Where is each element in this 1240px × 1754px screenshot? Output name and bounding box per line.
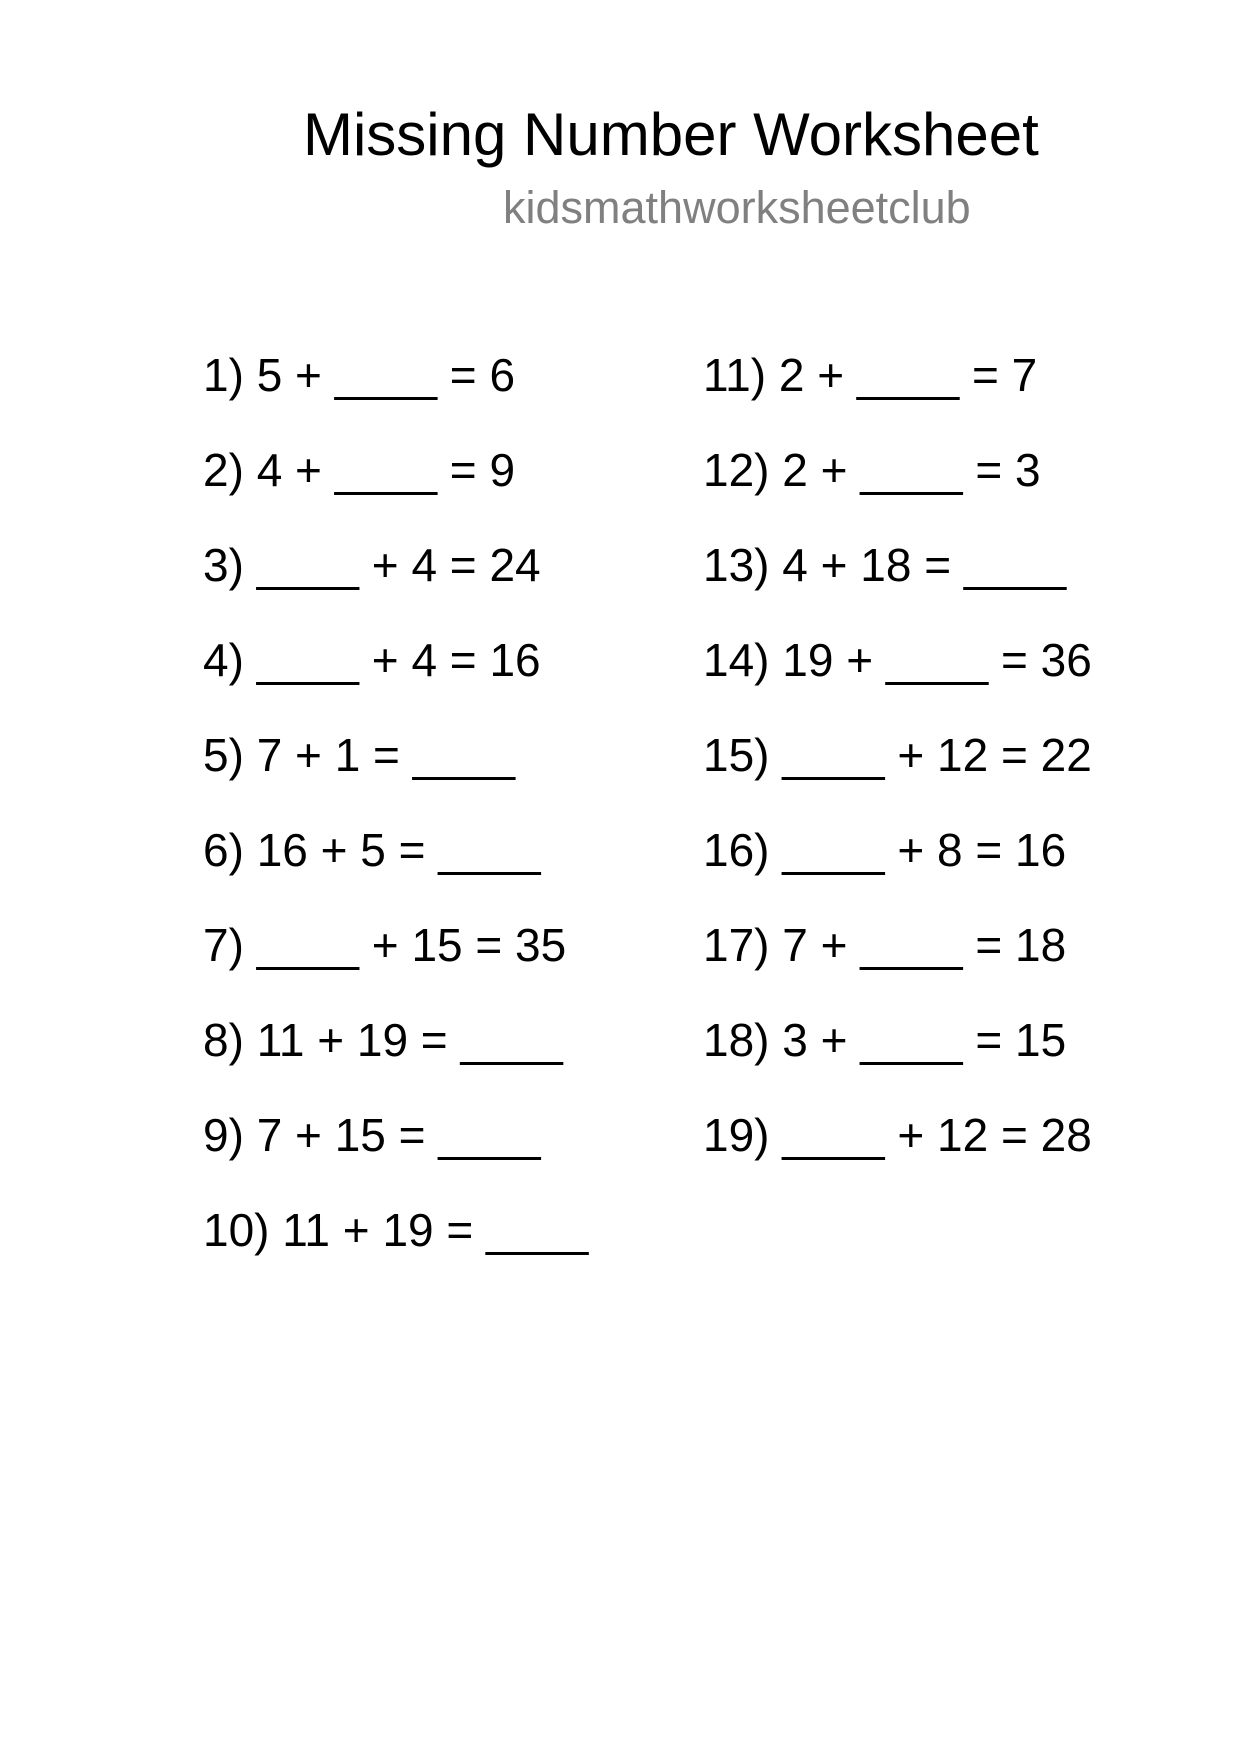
problem-expression: 4 + 18 = ____: [782, 539, 1067, 591]
problem-expression: 11 + 19 = ____: [282, 1204, 589, 1256]
problem-number: 15): [703, 729, 783, 781]
problem-expression: 7 + ____ = 18: [782, 919, 1067, 971]
problem-expression: 2 + ____ = 3: [782, 444, 1041, 496]
problem-item: [703, 708, 1092, 803]
problem-expression: ____ + 12 = 28: [782, 1109, 1092, 1161]
problem-expression: ____ + 12 = 22: [782, 729, 1092, 781]
problem-expression: 16 + 5 = ____: [256, 824, 541, 876]
problem-expression: ____ + 4 = 16: [256, 634, 541, 686]
problem-number: 5): [203, 729, 257, 781]
problem-item: [703, 423, 1092, 518]
problem-number: 10): [203, 1204, 283, 1256]
problem-item: [203, 708, 588, 803]
problem-number: 3): [203, 539, 257, 591]
problem-number: 13): [703, 539, 783, 591]
problem-item: [703, 1088, 1092, 1183]
worksheet-title: Missing Number Worksheet: [303, 101, 1039, 168]
problem-number: 4): [203, 634, 257, 686]
problem-item: [703, 613, 1092, 708]
problem-expression: 7 + 1 = ____: [256, 729, 516, 781]
problems-column-left: [203, 328, 588, 1278]
problem-number: 14): [703, 634, 783, 686]
problem-expression: 11 + 19 = ____: [256, 1014, 563, 1066]
problem-number: 11): [703, 349, 779, 401]
problem-item: [203, 993, 588, 1088]
problem-item: [203, 613, 588, 708]
problem-expression: 5 + ____ = 6: [256, 349, 516, 401]
problem-item: [703, 898, 1092, 993]
problem-item: [203, 898, 588, 993]
problem-item: [703, 993, 1092, 1088]
problem-number: 7): [203, 919, 257, 971]
problem-number: 19): [703, 1109, 783, 1161]
problem-expression: 19 + ____ = 36: [782, 634, 1092, 686]
problem-number: 12): [703, 444, 783, 496]
problem-number: 8): [203, 1014, 257, 1066]
problem-item: [203, 328, 588, 423]
problem-number: 9): [203, 1109, 257, 1161]
problem-expression: 2 + ____ = 7: [778, 349, 1038, 401]
problem-item: [203, 518, 588, 613]
problem-number: 17): [703, 919, 783, 971]
problem-item: [703, 803, 1092, 898]
worksheet-source: kidsmathworksheetclub: [503, 182, 971, 233]
problem-number: 2): [203, 444, 257, 496]
problem-expression: 7 + 15 = ____: [256, 1109, 541, 1161]
problems-column-right: [703, 328, 1092, 1183]
problem-expression: 4 + ____ = 9: [256, 444, 516, 496]
problem-item: [703, 518, 1092, 613]
problem-item: [203, 803, 588, 898]
problem-item: [203, 1183, 588, 1278]
problem-expression: ____ + 4 = 24: [256, 539, 541, 591]
problem-expression: ____ + 8 = 16: [782, 824, 1067, 876]
problem-number: 6): [203, 824, 257, 876]
problem-number: 16): [703, 824, 783, 876]
problem-item: [203, 1088, 588, 1183]
problem-item: [203, 423, 588, 518]
problem-item: [703, 328, 1092, 423]
problem-number: 1): [203, 349, 257, 401]
problem-expression: 3 + ____ = 15: [782, 1014, 1067, 1066]
problem-number: 18): [703, 1014, 783, 1066]
problem-expression: ____ + 15 = 35: [256, 919, 567, 971]
